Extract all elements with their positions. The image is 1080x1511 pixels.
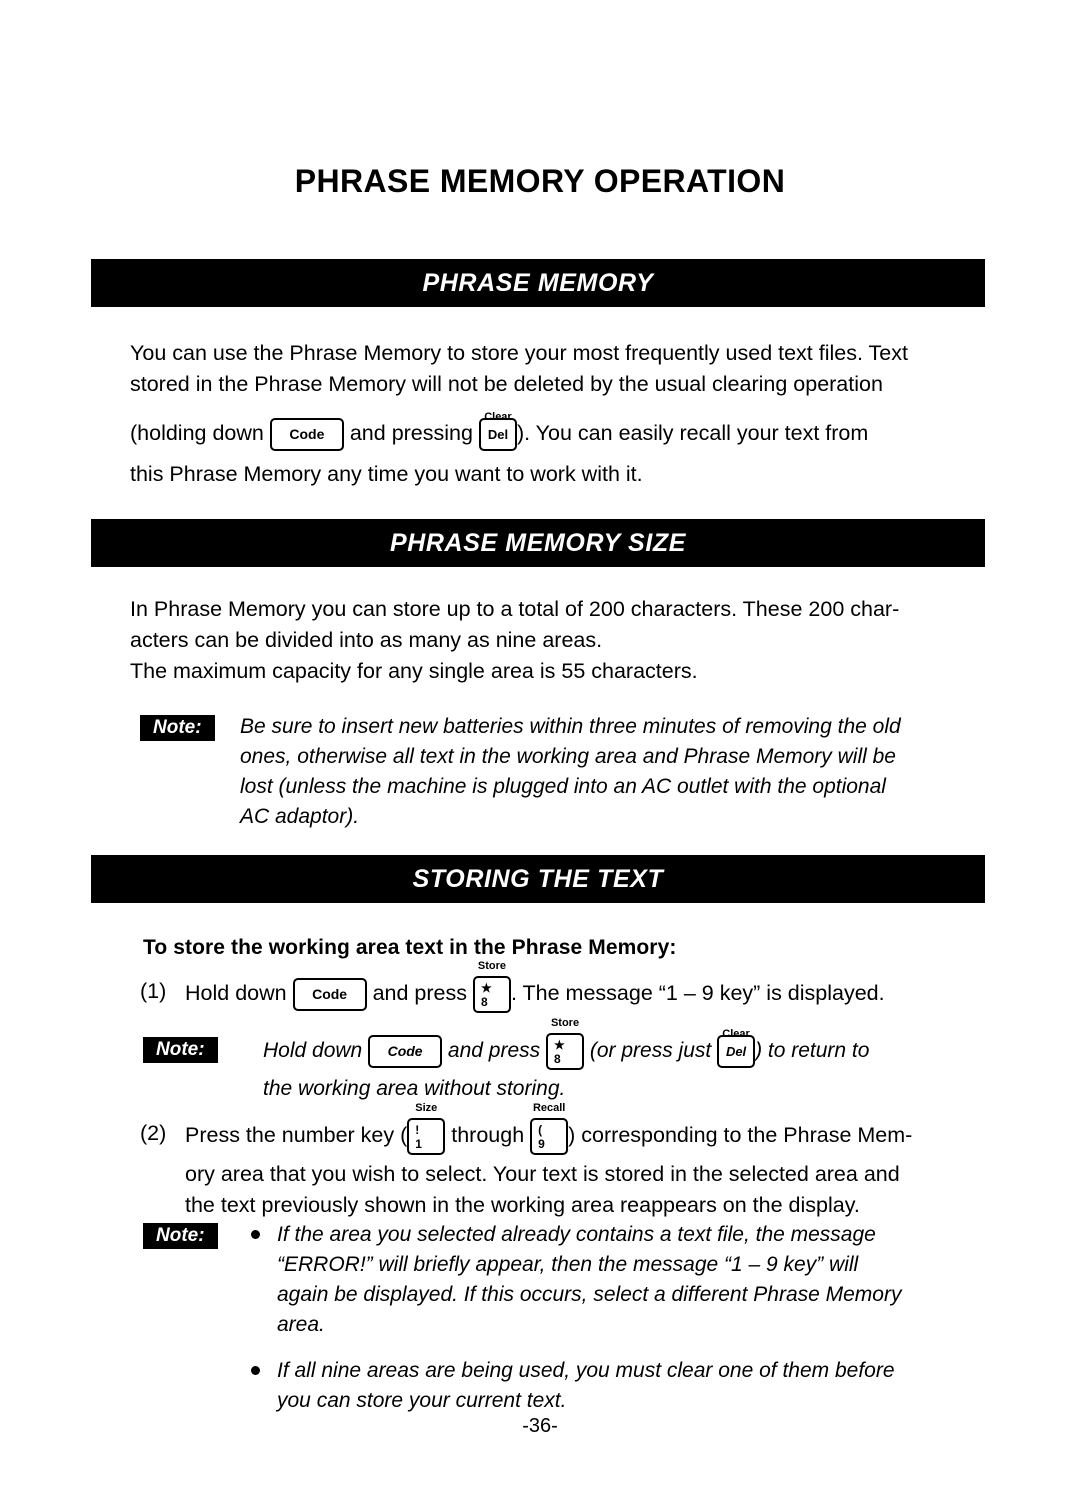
step-2 (140, 1102, 960, 1221)
text-fragment: ) corresponding to the Phrase Mem- (568, 1123, 913, 1148)
del-key-top-label: Clear (722, 1028, 750, 1040)
code-key-icon (270, 418, 344, 451)
section-header-label: PHRASE MEMORY (422, 268, 654, 297)
section-header-phrase-memory-size (91, 519, 985, 567)
step-number: (2) (140, 1121, 167, 1145)
page-title: PHRASE MEMORY OPERATION (294, 163, 786, 199)
note-line: AC adaptor). (240, 805, 360, 828)
recall-key-glyph-bottom: 9 (538, 1137, 545, 1151)
del-key-label: Del (725, 1044, 747, 1059)
note-return-without-storing (143, 1017, 963, 1104)
code-key-label: Code (387, 1043, 423, 1059)
note-text (240, 712, 960, 832)
del-key-label: Del (487, 427, 509, 442)
note-bullet-item (251, 1220, 973, 1340)
note-text (251, 1220, 973, 1416)
section-header-label: STORING THE TEXT (412, 864, 664, 893)
paragraph-line: acters can be divided into as many as nine areas. (130, 628, 603, 652)
step-1 (140, 960, 960, 1013)
step-text (185, 960, 960, 1013)
text-fragment: and pressing (349, 421, 473, 446)
note-line: you can store your current text. (277, 1389, 567, 1412)
bullet-icon (251, 1366, 260, 1375)
note-batteries (140, 712, 960, 832)
note-line-with-keys (263, 1017, 963, 1070)
size-key-top-label: Size (415, 1102, 438, 1114)
note-label: Note: (143, 1037, 218, 1063)
note-line: “ERROR!” will briefly appear, then the message “1 – 9 key” will (277, 1253, 859, 1276)
store-key-glyph-bottom: 8 (554, 1052, 561, 1066)
step-line: the text previously shown in the working area reappears on the display. (185, 1193, 860, 1217)
text-fragment: and press (447, 1039, 541, 1063)
paragraph-line: You can use the Phrase Memory to store your most frequently used text files. Text (130, 341, 908, 365)
text-fragment: Hold down (263, 1039, 363, 1063)
code-key-label: Code (312, 986, 348, 1002)
step-number: (1) (140, 979, 167, 1003)
note-error (143, 1220, 973, 1416)
note-line: lost (unless the machine is plugged into an AC outlet with the optional (240, 775, 886, 798)
note-line: Be sure to insert new batteries within three minutes of removing the old (240, 715, 901, 738)
page-number: -36- (522, 1415, 558, 1437)
text-fragment: and press (372, 981, 467, 1006)
text-fragment: . The message “1 – 9 key” is displayed. (510, 981, 885, 1006)
paragraph-line: The maximum capacity for any single area is 55 characters. (130, 659, 698, 683)
store-key-icon (546, 1017, 584, 1070)
note-text (263, 1017, 963, 1104)
paragraph-line: this Phrase Memory any time you want to work with it. (130, 462, 643, 486)
code-key-label: Code (289, 426, 325, 442)
step-line: ory area that you wish to select. Your text is stored in the selected area and (185, 1162, 900, 1186)
section-header-storing-the-text (91, 855, 985, 903)
section-header-label: PHRASE MEMORY SIZE (389, 528, 687, 557)
store-key-icon (473, 960, 511, 1013)
del-key-icon (479, 411, 517, 451)
note-label: Note: (140, 715, 215, 741)
store-key-glyph-top: ★ (554, 1038, 565, 1052)
note-line: the working area without storing. (263, 1077, 566, 1100)
note-line: If all nine areas are being used, you must clear one of them before (277, 1359, 895, 1382)
note-line: ones, otherwise all text in the working area and Phrase Memory will be (240, 745, 896, 768)
text-fragment: ) to return to (755, 1039, 870, 1063)
text-fragment: Hold down (185, 981, 287, 1006)
text-fragment: through (451, 1123, 525, 1148)
size-key-icon (407, 1102, 445, 1155)
del-key-top-label: Clear (484, 411, 512, 423)
store-key-glyph-bottom: 8 (480, 995, 488, 1009)
recall-key-icon (530, 1102, 568, 1155)
sub-heading-store-working-area: To store the working area text in the Phrase Memory: (143, 936, 677, 959)
paragraph-line-with-keys (130, 411, 956, 451)
phrase-memory-size-paragraph (130, 594, 956, 687)
size-key-glyph-bottom: 1 (415, 1137, 422, 1151)
text-fragment: (or press just (589, 1039, 712, 1063)
step-text (185, 1102, 960, 1155)
code-key-icon (368, 1035, 442, 1068)
code-key-icon (293, 978, 367, 1011)
note-line: area. (277, 1313, 325, 1336)
note-label: Note: (143, 1223, 218, 1249)
paragraph-line: stored in the Phrase Memory will not be deleted by the usual clearing operation (130, 372, 883, 396)
del-key-icon (717, 1028, 755, 1068)
bullet-icon (251, 1230, 260, 1239)
note-bullet-item (251, 1356, 973, 1416)
section-header-phrase-memory (91, 259, 985, 307)
size-key-glyph-top: ! (415, 1123, 420, 1137)
store-key-top-label: Store (550, 1017, 580, 1029)
recall-key-top-label: Recall (532, 1102, 566, 1114)
store-key-top-label: Store (477, 960, 507, 972)
store-key-glyph-top: ★ (480, 981, 492, 995)
paragraph-line: In Phrase Memory you can store up to a total of 200 characters. These 200 char- (130, 597, 900, 621)
text-fragment: (holding down (130, 421, 264, 446)
phrase-memory-paragraph (130, 338, 956, 490)
note-line: If the area you selected already contains a text file, the message (277, 1223, 876, 1246)
text-fragment: Press the number key ( (185, 1123, 408, 1148)
note-line: again be displayed. If this occurs, select a different Phrase Memory (277, 1283, 902, 1306)
recall-key-glyph-top: ( (538, 1123, 543, 1137)
text-fragment: ). You can easily recall your text from (516, 421, 869, 446)
